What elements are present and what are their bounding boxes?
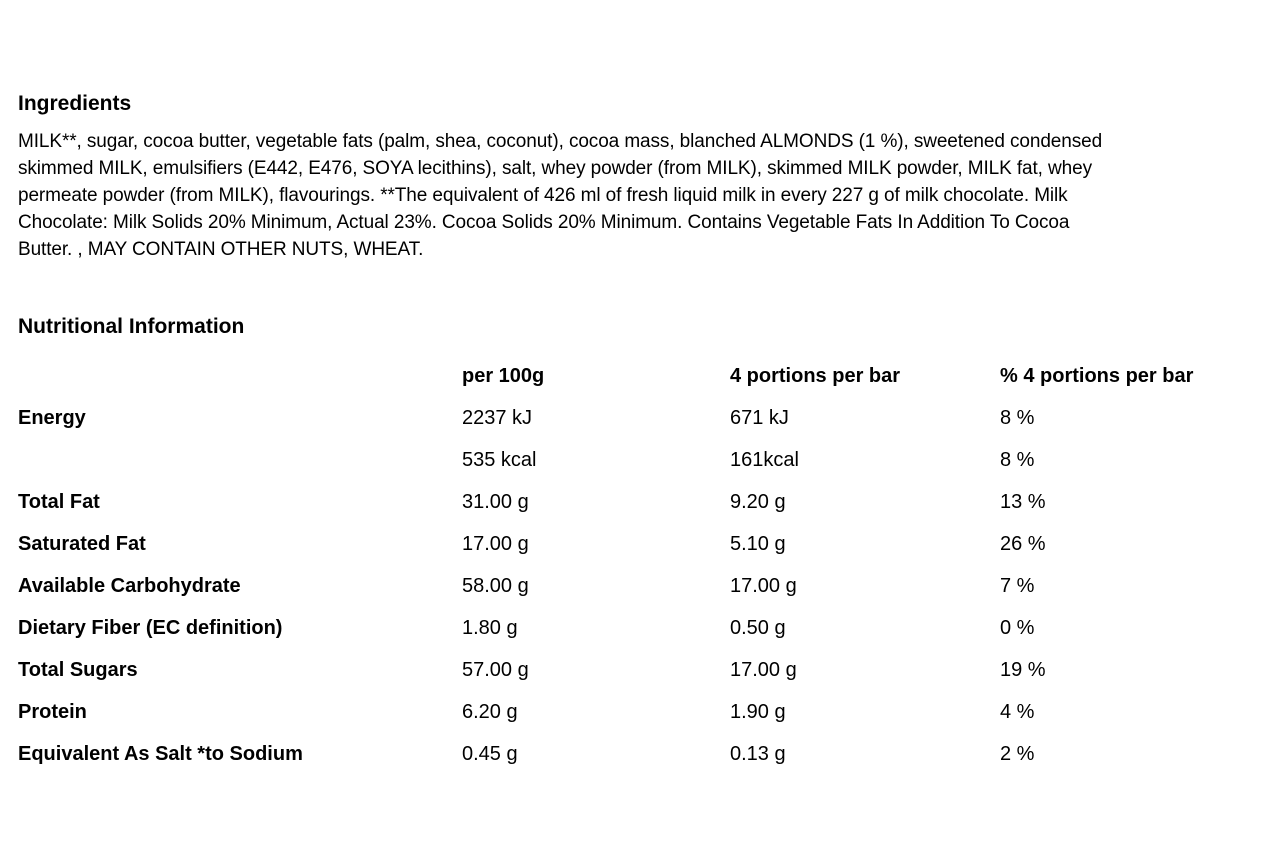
nutrient-name: Total Fat [18,491,100,513]
percent-value: 19 % [1000,659,1046,681]
per-100g-value: 31.00 g [462,491,529,513]
nutrient-name: Dietary Fiber (EC definition) [18,617,283,639]
percent-value: 4 % [1000,701,1035,723]
table-row [18,439,1272,481]
nutrient-name: Equivalent As Salt *to Sodium [18,743,303,765]
ingredients-heading: Ingredients [18,92,132,115]
table-row [18,565,1272,607]
ingredients-line: Chocolate: Milk Solids 20% Minimum, Actual 23%. Cocoa Solids 20% Minimum. Contains Vegetable Fats In Addition To Cocoa [18,212,1070,233]
table-row [18,691,1272,733]
table-row [18,397,1272,439]
per-100g-value: 6.20 g [462,701,518,723]
product-info-page [18,90,1272,775]
percent-value: 26 % [1000,533,1046,555]
portion-value: 671 kJ [730,407,789,429]
ingredients-line: MILK**, sugar, cocoa butter, vegetable fats (palm, shea, coconut), cocoa mass, blanched ALMONDS (1 %), sweetened condensed [18,131,1103,152]
table-row [18,733,1272,775]
table-row [18,607,1272,649]
percent-value: 2 % [1000,743,1035,765]
ingredients-text [18,128,1272,263]
portion-value: 161kcal [730,449,799,471]
table-header-row [18,355,1272,397]
per-100g-value: 535 kcal [462,449,537,471]
ingredients-line: permeate powder (from MILK), flavourings. **The equivalent of 426 ml of fresh liquid milk in every 227 g of milk chocolate. Milk [18,185,1068,206]
per-100g-value: 57.00 g [462,659,529,681]
table-row [18,523,1272,565]
per-100g-value: 58.00 g [462,575,529,597]
portion-value: 9.20 g [730,491,786,513]
percent-value: 7 % [1000,575,1035,597]
portion-value: 17.00 g [730,575,797,597]
nutrient-name: Protein [18,701,87,723]
column-header-percent-portions: % 4 portions per bar [1000,365,1194,387]
portion-value: 17.00 g [730,659,797,681]
portion-value: 5.10 g [730,533,786,555]
per-100g-value: 2237 kJ [462,407,533,429]
per-100g-value: 1.80 g [462,617,518,639]
column-header-per-100g: per 100g [462,365,545,387]
column-header-portions: 4 portions per bar [730,365,901,387]
nutrient-name: Energy [18,407,86,429]
portion-value: 0.13 g [730,743,786,765]
percent-value: 8 % [1000,407,1035,429]
nutrition-heading: Nutritional Information [18,315,245,338]
percent-value: 13 % [1000,491,1046,513]
percent-value: 0 % [1000,617,1035,639]
percent-value: 8 % [1000,449,1035,471]
nutrient-name: Saturated Fat [18,533,146,555]
per-100g-value: 0.45 g [462,743,518,765]
nutrient-name: Total Sugars [18,659,138,681]
table-row [18,649,1272,691]
portion-value: 0.50 g [730,617,786,639]
nutrient-name: Available Carbohydrate [18,575,241,597]
ingredients-line: Butter. , MAY CONTAIN OTHER NUTS, WHEAT. [18,239,424,260]
portion-value: 1.90 g [730,701,786,723]
table-row [18,481,1272,523]
per-100g-value: 17.00 g [462,533,529,555]
ingredients-line: skimmed MILK, emulsifiers (E442, E476, SOYA lecithins), salt, whey powder (from MILK), skimmed MILK powder, MILK fat, whey [18,158,1092,179]
nutrition-table [18,355,1272,775]
